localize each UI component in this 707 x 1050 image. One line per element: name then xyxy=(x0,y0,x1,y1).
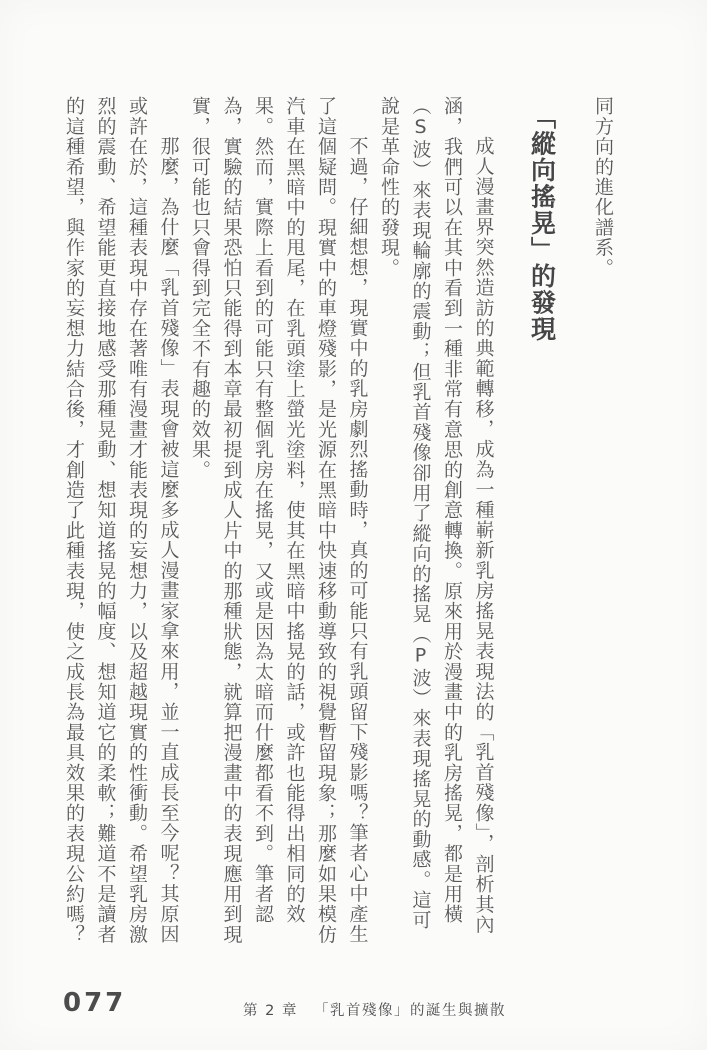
text-column: 實，很可能也只會得到完全不有趣的效果。 xyxy=(189,96,211,480)
section-heading: 「縱向搖晃」的發現 xyxy=(527,104,557,343)
text-column: 涵，我們可以在其中看到一種非常有意思的創意轉換。原來用於漫畫中的乳房搖晃，都是用橫 xyxy=(441,96,463,925)
chapter-title: 「乳首殘像」的誕生與擴散 xyxy=(313,1003,506,1019)
text-column: 果。然而，實際上看到的可能只有整個乳房在搖晃，又或是因為太暗而什麼都看不到。筆者認 xyxy=(252,96,274,925)
paragraph-1 xyxy=(373,96,499,946)
text-column: 不過，仔細想想，現實中的乳房劇烈搖動時，真的可能只有乳頭留下殘影嗎？筆者心中產生 xyxy=(346,136,369,944)
text-column: （S波）來表現輪廓的震動；但乳首殘像卻用了縱向的搖晃（P波）來表現搖晃的動感。這可 xyxy=(409,96,432,931)
text-column: 汽車在黑暗中的甩尾，在乳頭塗上螢光塗料，使其在黑暗中搖晃的話，或許也能得出相同的效 xyxy=(283,96,306,925)
chapter-label: 第 2 章 xyxy=(243,1003,298,1019)
text-column: 烈的震動、希望能更直接地感受那種晃動、想知道搖晃的幅度、想知道它的柔軟；難道不是讀者 xyxy=(94,96,117,945)
continuation-column: 同方向的進化譜系。 xyxy=(592,96,614,278)
paragraph-3 xyxy=(58,96,184,946)
vertical-text-block xyxy=(58,96,619,946)
paragraph-2 xyxy=(184,96,373,946)
text-column: 為，實驗的結果恐怕只能得到本章最初提到成人片中的那種狀態，就算把漫畫中的表現應用到現 xyxy=(220,96,243,945)
text-column: 的這種希望，與作家的妄想力結合後，才創造了此種表現，使之成長為最具效果的表現公約嗎？ xyxy=(63,96,85,945)
text-column: 說是革命性的發現。 xyxy=(378,96,400,278)
chapter-footer xyxy=(243,999,506,1020)
text-column: 那麼，為什麼「乳首殘像」表現會被這麼多成人漫畫家拿來用，並一直成長至今呢？其原因 xyxy=(157,136,180,944)
text-column: 了這個疑問。現實中的車燈殘影，是光源在黑暗中快速移動導致的視覺暫留現象；那麼如果模仿 xyxy=(315,96,337,945)
page-number: 077 xyxy=(63,988,127,1018)
text-column: 成人漫畫界突然造訪的典範轉移，成為一種嶄新乳房搖晃表現法的「乳首殘像」，剖析其內 xyxy=(472,136,495,935)
text-column: 或許在於，這種表現中存在著唯有漫畫才能表現的妄想力，以及超越現實的性衝動。希望乳房激 xyxy=(126,96,148,945)
